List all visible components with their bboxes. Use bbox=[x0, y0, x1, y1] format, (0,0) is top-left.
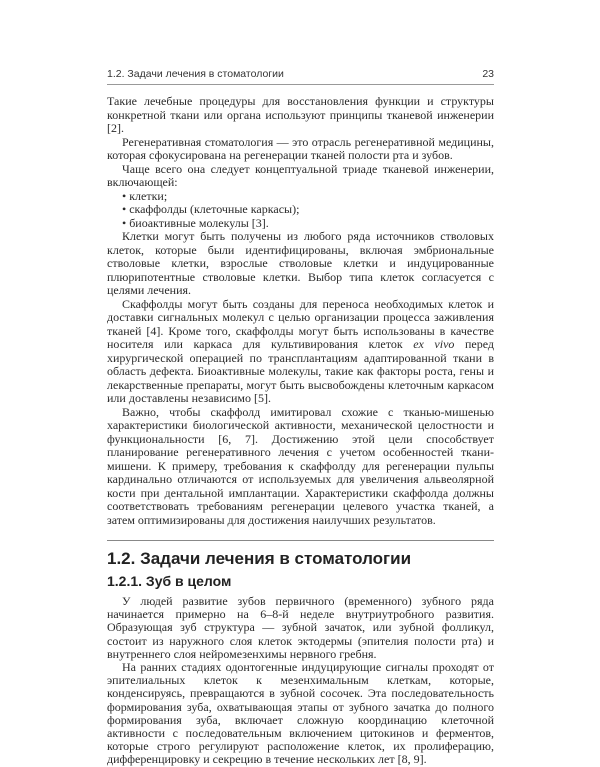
body-text-section bbox=[107, 595, 494, 767]
body-text-top bbox=[107, 95, 494, 527]
bullet-item: • скаффолды (клеточные каркасы); bbox=[122, 203, 494, 217]
paragraph: Важно, чтобы скаффолд имитировал схожие с тканью-мишенью характеристики биологической активности, механической целостности и функциональности [6, 7]. Достижению этой цели способствует планирование регенеративного лечения с учетом особенностей ткани-мишени. К примеру, требования к скаффолду для регенерации пульпы кардинально отличаются от используемых для увеличения альвеолярной кости при дентальной имплантации. Характеристики скаффолда должны соответствовать требованиям регенерации целевого участка тканей, а затем оптимизированы для достижения наилучших результатов. bbox=[107, 404, 494, 527]
bullet-list bbox=[107, 190, 494, 231]
section-heading: 1.2. Задачи лечения в стоматологии bbox=[107, 549, 412, 568]
paragraph: У людей развитие зубов первичного (временного) зубного ряда начинается примерно на 6–8-й неделе внутриутробного развития. Образующая зуб структура — зубной зачаток, или зубной фолликул, состоит из наружного слоя клеток эктодермы (эпителия полости рта) и внутреннего слоя нейромезенхимы нервного гребня. bbox=[107, 594, 494, 661]
text-run: Скаффолды могут быть созданы для переноса необходимых клеток и доставки сигнальных молекул с целью организации процесса заживления тканей [4]. Кроме того, скаффолды могут быть использованы в качестве носителя или каркаса для культивирования клеток bbox=[107, 296, 494, 351]
paragraph: Чаще всего она следует концептуальной триаде тканевой инженерии, включающей: bbox=[107, 161, 494, 189]
bullet-item: • биоактивные молекулы [3]. bbox=[122, 217, 494, 231]
paragraph-scaffolds bbox=[107, 298, 494, 406]
running-header bbox=[107, 68, 494, 85]
page-number: 23 bbox=[482, 68, 494, 80]
bullet-item: • клетки; bbox=[122, 190, 494, 204]
text-run: перед хирургической операцией по трансплантациям адаптированной ткани в область дефекта. Биоактивные молекулы, такие как факторы роста, гены и лекарственные препараты, могут быть высвобождены клеточным каркасом или доставлены независимо [5]. bbox=[107, 337, 494, 405]
paragraph: Регенеративная стоматология — это отрасль регенеративной медицины, которая сфокусирована на регенерации тканей полости рта и зубов. bbox=[107, 134, 494, 162]
running-header-section: 1.2. Задачи лечения в стоматологии bbox=[107, 68, 284, 80]
subsection-heading: 1.2.1. Зуб в целом bbox=[107, 573, 232, 589]
paragraph: Клетки могут быть получены из любого ряда источников стволовых клеток, которые были идентифицированы, включая эмбриональные стволовые клетки, взрослые стволовые клетки и индуцированные плюрипотентные стволовые клетки. Выбор типа клеток согласуется с целями лечения. bbox=[107, 229, 494, 297]
section-divider bbox=[107, 540, 494, 541]
paragraph: Такие лечебные процедуры для восстановления функции и структуры конкретной ткани или органа используют принципы тканевой инженерии [2]. bbox=[107, 94, 494, 135]
italic-term: ex vivo bbox=[413, 337, 455, 351]
paragraph: На ранних стадиях одонтогенные индуцирующие сигналы проходят от эпителиальных клеток к мезенхимальным клеткам, которые, конденсируясь, превращаются в зубной сосочек. Эта последовательность формирования зуба, охватывающая этапы от зубного зачатка до полного формирования зуба, включает сложную координацию клеточной активности с последовательным включением цитокинов и ферментов, которые строго регулируют расположение клеток, их пролиферацию, дифференцировку и секрецию в течение нескольких лет [8, 9]. bbox=[107, 660, 494, 767]
document-page bbox=[107, 68, 494, 767]
